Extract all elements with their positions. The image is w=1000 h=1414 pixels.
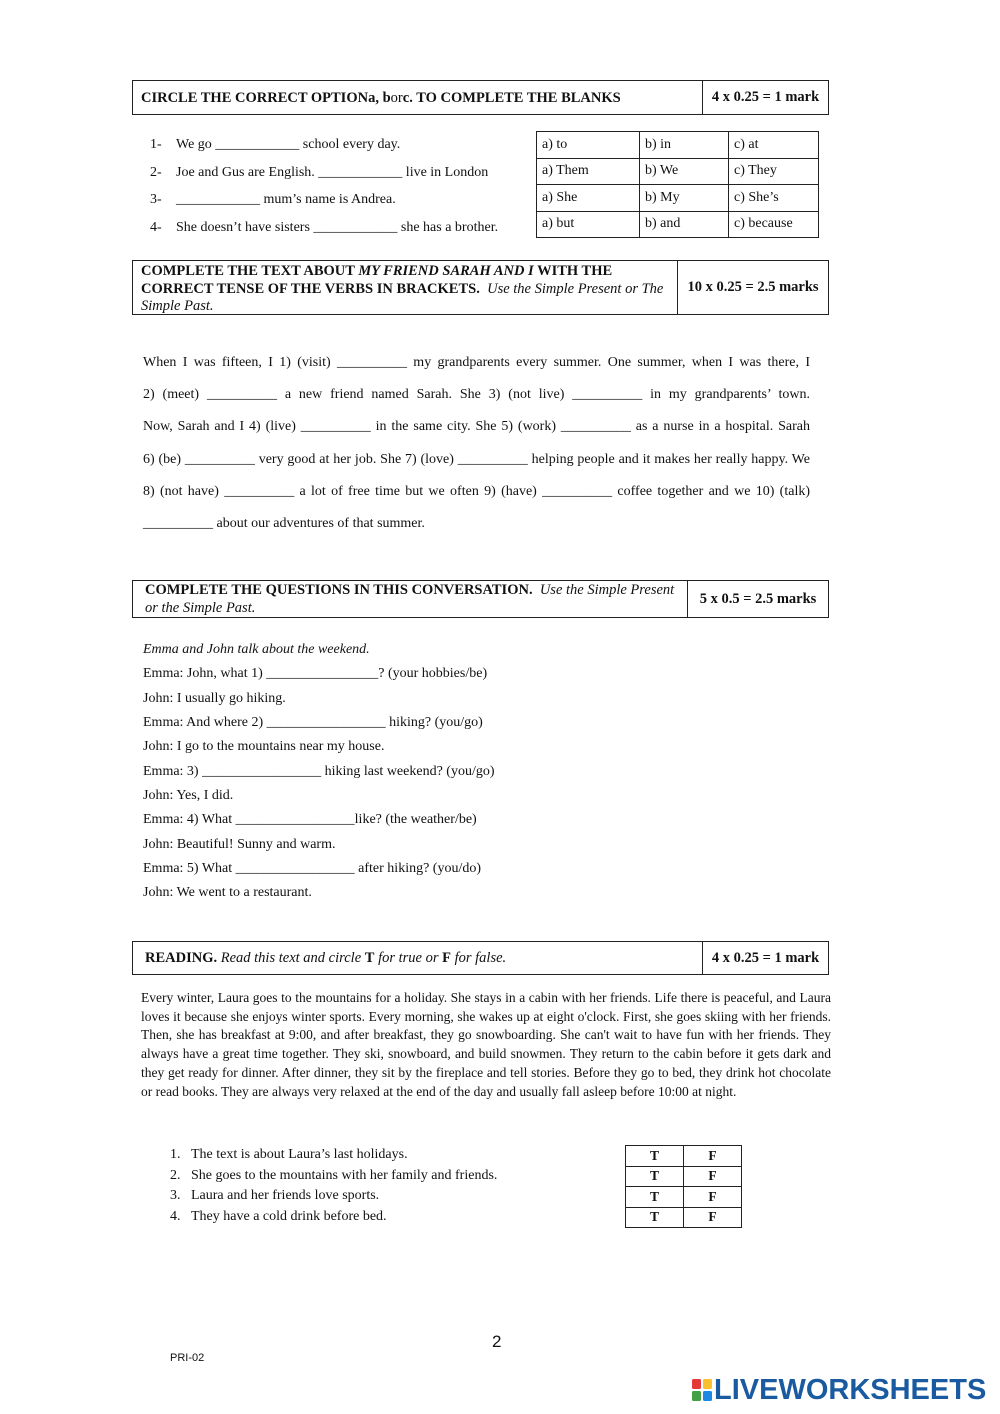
reading-text: Every winter, Laura goes to the mountains for a holiday. She stays in a cabin with her friends. Life there is peaceful, and Laura loves it because she enjoys winter sports. Every morning, she wakes up at eight o'clock. First, she goes skiing with her friends. Then, she has breakfast at 9:00, and after breakfast, they go snowboarding. She can't wait to have fun with her friends. They always have a great time together. They ski, snowboard, and build snowmen. They return to the cabin before it gets dark and they get ready for dinner. After dinner, they sit by the fireplace and tell stories. Before they go to bed, they drink hot chocolate or read books. They are always very relaxed at the end of the day and usually fall asleep before 10:00 at night. — [141, 990, 831, 1099]
tf-row — [626, 1146, 742, 1167]
options-table — [536, 131, 819, 238]
section1-header — [132, 80, 829, 115]
question-3: 3- ____________ mum’s name is Andrea. — [150, 192, 396, 207]
text-line: 8) (not have) __________ a lot of free time but we often 9) (have) __________ coffee together and we 10) (talk) — [143, 484, 810, 499]
text-line: __________ about our adventures of that summer. — [143, 516, 425, 531]
option-cell[interactable]: b) in — [640, 132, 729, 159]
false-option[interactable]: F — [684, 1146, 742, 1167]
section3-title: COMPLETE THE QUESTIONS IN THIS CONVERSATION. Use the Simple Present or the Simple Past. — [145, 582, 675, 616]
tf-row — [626, 1166, 742, 1187]
logo-icon — [692, 1377, 712, 1403]
option-cell[interactable]: c) They — [729, 158, 819, 185]
option-cell[interactable]: b) We — [640, 158, 729, 185]
option-cell[interactable]: a) Them — [537, 158, 640, 185]
section2-header — [132, 260, 829, 315]
true-option[interactable]: T — [626, 1166, 684, 1187]
option-cell[interactable]: c) because — [729, 211, 819, 238]
text-line: Now, Sarah and I 4) (live) __________ in the same city. She 5) (work) __________ as a nurse in a hospital. Sarah — [143, 419, 810, 434]
option-cell[interactable]: b) My — [640, 185, 729, 212]
conversation-line: Emma: 3) _________________ hiking last weekend? (you/go) — [143, 764, 495, 779]
tf-question: 3. Laura and her friends love sports. — [170, 1188, 380, 1203]
options-row — [537, 185, 819, 212]
section1-title: CIRCLE THE CORRECT OPTION a, b or c . TO COMPLETE THE BLANKS — [141, 89, 621, 106]
tf-question: 1. The text is about Laura’s last holidays. — [170, 1147, 408, 1162]
section2-title: COMPLETE THE TEXT ABOUT MY FRIEND SARAH AND I WITH THE CORRECT TENSE OF THE VERBS IN BRACKETS. Use the Simple Present or The Simple Past. — [141, 263, 664, 314]
options-row — [537, 158, 819, 185]
page-number: 2 — [492, 1332, 502, 1351]
conversation-intro: Emma and John talk about the weekend. — [143, 642, 370, 657]
true-option[interactable]: T — [626, 1207, 684, 1228]
text-line: When I was fifteen, I 1) (visit) __________ my grandparents every summer. One summer, when I was there, I — [143, 355, 810, 370]
option-cell[interactable]: a) but — [537, 211, 640, 238]
text-line: 6) (be) __________ very good at her job. She 7) (love) __________ helping people and it makes her really happy. We — [143, 452, 810, 467]
question-1: 1- We go ____________ school every day. — [150, 137, 401, 152]
true-false-table — [625, 1145, 742, 1228]
true-option[interactable]: T — [626, 1187, 684, 1208]
false-option[interactable]: F — [684, 1166, 742, 1187]
tf-row — [626, 1207, 742, 1228]
tf-question: 4. They have a cold drink before bed. — [170, 1209, 387, 1224]
conversation-line: Emma: John, what 1) ________________? (your hobbies/be) — [143, 666, 488, 681]
conversation-line: Emma: 5) What _________________ after hiking? (you/do) — [143, 861, 482, 876]
liveworksheets-logo — [692, 1375, 986, 1405]
option-cell[interactable]: c) at — [729, 132, 819, 159]
logo-text: LIVEWORKSHEETS — [714, 1374, 987, 1406]
conversation-line: Emma: And where 2) _________________ hiking? (you/go) — [143, 715, 483, 730]
section4-title: READING. Read this text and circle T for true or F for false. — [145, 950, 507, 966]
section4-header — [132, 941, 829, 975]
options-row — [537, 211, 819, 238]
document-code: PRI-02 — [170, 1352, 205, 1364]
option-cell[interactable]: a) to — [537, 132, 640, 159]
conversation-line: John: Beautiful! Sunny and warm. — [143, 837, 336, 852]
tf-row — [626, 1187, 742, 1208]
section1-marks: 4 x 0.25 = 1 mark — [702, 81, 828, 114]
conversation-line: John: We went to a restaurant. — [143, 885, 312, 900]
question-2: 2- Joe and Gus are English. ____________ live in London — [150, 165, 489, 180]
text-line: 2) (meet) __________ a new friend named Sarah. She 3) (not live) __________ in my grandparents’ town. — [143, 387, 810, 402]
options-row — [537, 132, 819, 159]
option-cell[interactable]: c) She’s — [729, 185, 819, 212]
section2-marks: 10 x 0.25 = 2.5 marks — [677, 261, 828, 314]
conversation-line: John: Yes, I did. — [143, 788, 234, 803]
option-cell[interactable]: b) and — [640, 211, 729, 238]
conversation-line: John: I usually go hiking. — [143, 691, 286, 706]
false-option[interactable]: F — [684, 1207, 742, 1228]
section4-marks: 4 x 0.25 = 1 mark — [702, 942, 828, 974]
option-cell[interactable]: a) She — [537, 185, 640, 212]
section3-marks: 5 x 0.5 = 2.5 marks — [687, 581, 828, 617]
tf-question: 2. She goes to the mountains with her family and friends. — [170, 1168, 498, 1183]
conversation-line: Emma: 4) What _________________like? (the weather/be) — [143, 812, 477, 827]
false-option[interactable]: F — [684, 1187, 742, 1208]
question-4: 4- She doesn’t have sisters ____________ she has a brother. — [150, 220, 499, 235]
section3-header — [132, 580, 829, 618]
true-option[interactable]: T — [626, 1146, 684, 1167]
conversation-line: John: I go to the mountains near my house. — [143, 739, 385, 754]
